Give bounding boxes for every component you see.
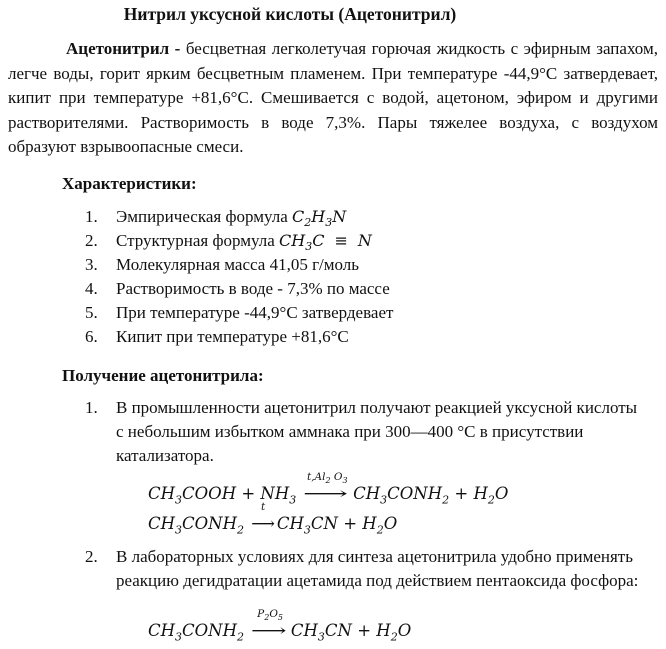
intro-paragraph [8,37,658,160]
structural-formula: $CH_3C \equiv N$ [279,231,372,254]
intro-text: бесцветная легколетучая горючая жидкость с эфирным запахом, легче воды, горит ярким бесцветным пламенем. При температуре -44,9°С затвердевает, кипит при температуре +81,6°С. Смешивается с водой, ацетоном, эфиром и другими растворителями. Растворимость в воде 7,3%. Пары тяжелее воздуха, с воздухом образуют взрывоопасные смеси. [8,39,658,156]
reaction-condition: $P_2O_5$ [257,608,284,623]
equation-3: $CH_3CONH_2$ $P_2O_5$ ⟶ $CH_3CN + H_2O$ [148,608,412,644]
reaction-arrow: t ⟶ [251,501,275,533]
document-page: Нитрил уксусной кислоты (Ацетонитрил) Ацетонитрил - бесцветная легколетучая горючая жидкость с эфирным запахом, легче воды, горит ярким бесцветным пламенем. При температуре -44,9°С затвердевает, кипит при температуре +81,6°С. Смешивается с водой, ацетоном, эфиром и другими растворителями. Растворимость в воде 7,3%. Пары тяжелее воздуха, с воздухом образуют взрывоопасные смеси. Характеристики: 1. Эмпирическая формула $C_2H_3N$ 2. Структурная формула $CH_3C \equiv N$ 3. Молекулярная масса 41,05 г/моль 4. Растворимость в воде - 7,3% по массе 5. При температуре -44,9°С затвердевает 6. Кипит при температуре +81,6°С Получение ацетонитрила: 1. В промышленности ацетонитрил получают реакцией уксусной кислоты с небольшим избытком аммнака при 300—400 °C в присутствии катализатора. $CH_3COOH + NH_3$ $t,Al_2$ $O_3$ ⟶ $CH_3CONH_2 + H_2O$ $CH_3CONH_2$ t ⟶ $CH_3CN + H_2O$ 2. В лабораторных условиях для синтеза ацетонитрила удобно применять реакцию дегидратации ацетамида под действием пентаоксида фосфора: $CH_3CONH_2$ $P_2O_5$ ⟶ $CH_3CN + H_2O$ [0,0,666,649]
reaction-arrow: $P_2O_5$ ⟶ [251,621,289,640]
empirical-formula: $C_2H_3N$ [292,207,347,230]
reaction-condition: t [260,501,266,513]
characteristics-heading: Характеристики: [62,174,197,193]
reaction-condition: $t,Al_2$ $O_3$ [306,471,348,486]
intro-lead-term: Ацетонитрил - [66,39,181,58]
reaction-arrow: $t,Al_2$ $O_3$ ⟶ [303,484,351,503]
page-title: Нитрил уксусной кислоты (Ацетонитрил) [123,4,457,24]
equation-2: $CH_3CONH_2$ t ⟶ $CH_3CN + H_2O$ [148,501,398,537]
equation-1: $CH_3COOH + NH_3$ $t,Al_2$ $O_3$ ⟶ $CH_3CONH_2 + H_2O$ [148,471,509,507]
preparation-heading: Получение ацетонитрила: [62,366,264,385]
